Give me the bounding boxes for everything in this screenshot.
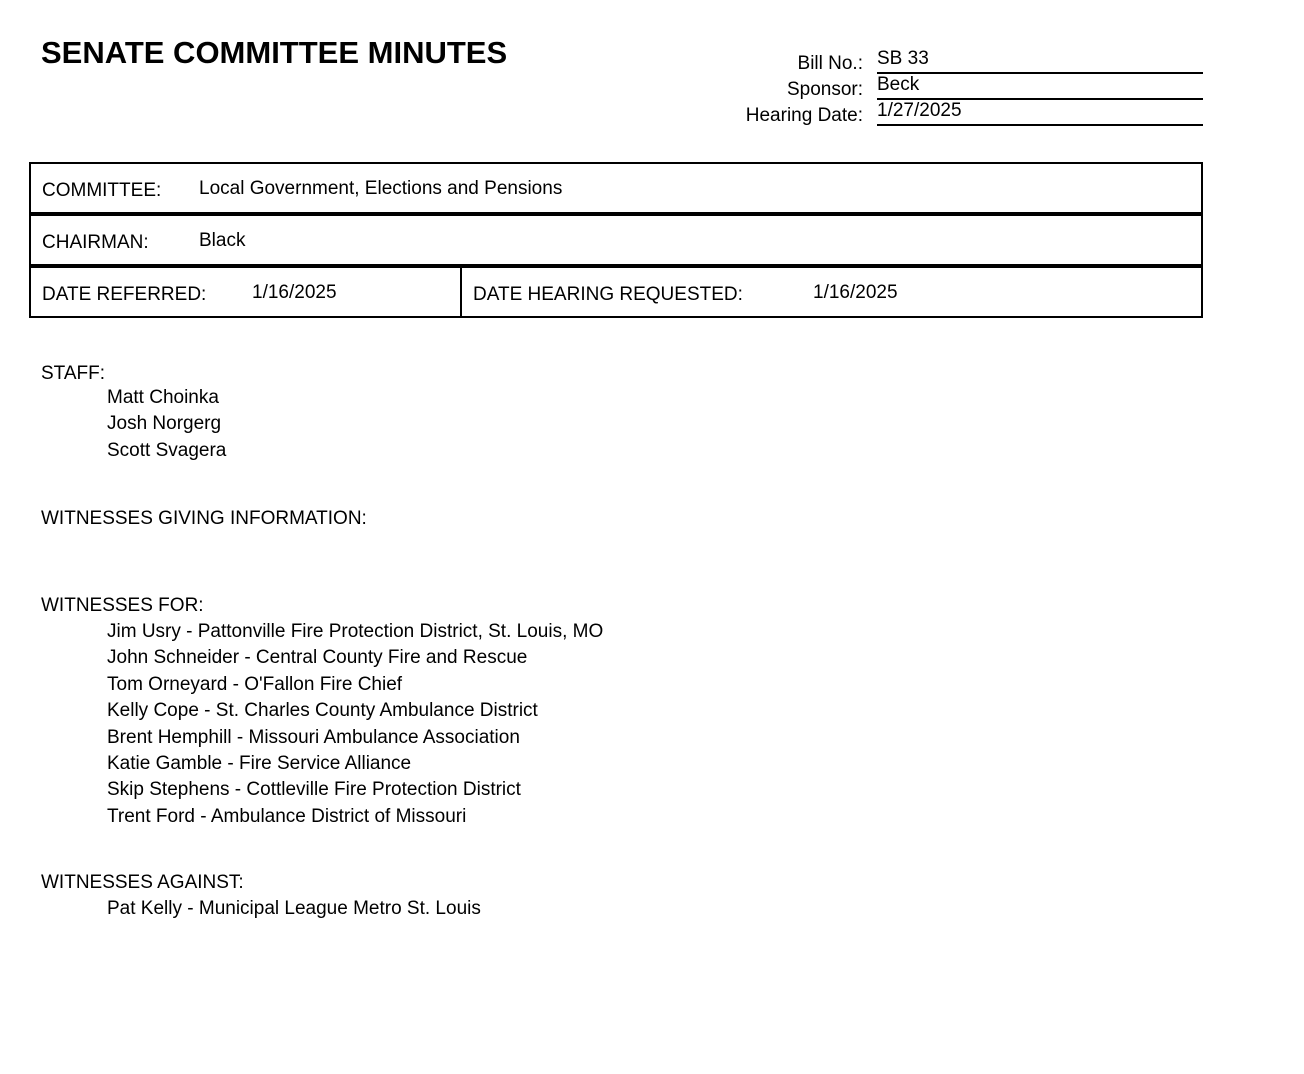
witness-for-item: Brent Hemphill - Missouri Ambulance Association	[107, 726, 520, 748]
witness-for-item: John Schneider - Central County Fire and Rescue	[107, 647, 528, 669]
chairman-label: CHAIRMAN:	[42, 232, 149, 253]
witnesses-for-heading: WITNESSES FOR:	[41, 595, 204, 616]
witnesses-giving-information-heading: WITNESSES GIVING INFORMATION:	[41, 508, 367, 529]
hearing-date-label: Hearing Date:	[745, 105, 863, 126]
chairman-box	[29, 214, 1203, 266]
witness-for-item: Skip Stephens - Cottleville Fire Protection District	[107, 779, 521, 801]
chairman-value: Black	[199, 230, 246, 251]
sponsor-value: Beck	[877, 74, 1203, 100]
sponsor-row	[700, 74, 1203, 100]
witness-for-item: Kelly Cope - St. Charles County Ambulance District	[107, 700, 538, 722]
date-referred-value: 1/16/2025	[252, 282, 337, 303]
witnesses-against-list	[107, 896, 481, 922]
hearing-date-value: 1/27/2025	[877, 100, 1203, 126]
staff-member: Matt Choinka	[107, 387, 219, 408]
date-hearing-requested-label: DATE HEARING REQUESTED:	[473, 284, 743, 305]
dates-box	[29, 266, 1203, 318]
staff-member: Scott Svagera	[107, 439, 227, 461]
staff-heading: STAFF:	[41, 363, 106, 384]
sponsor-label: Sponsor:	[786, 79, 863, 100]
witness-for-item: Katie Gamble - Fire Service Alliance	[107, 753, 412, 775]
witness-for-item: Trent Ford - Ambulance District of Missouri	[107, 805, 467, 827]
hearing-date-row	[700, 100, 1203, 126]
date-hearing-requested-value: 1/16/2025	[813, 282, 898, 303]
witnesses-for-list	[107, 619, 603, 830]
staff-member: Josh Norgerg	[107, 413, 222, 435]
bill-number-label: Bill No.:	[797, 53, 863, 74]
date-referred-label: DATE REFERRED:	[42, 284, 207, 305]
staff-list	[107, 385, 226, 464]
committee-value: Local Government, Elections and Pensions	[199, 178, 563, 199]
bill-number-row	[700, 48, 1203, 74]
column-divider	[460, 268, 462, 316]
bill-number-value: SB 33	[877, 48, 1203, 74]
committee-box	[29, 162, 1203, 214]
witness-against-item: Pat Kelly - Municipal League Metro St. Louis	[107, 898, 481, 919]
witness-for-item: Jim Usry - Pattonville Fire Protection District, St. Louis, MO	[107, 621, 604, 642]
witnesses-against-heading: WITNESSES AGAINST:	[41, 872, 244, 893]
page-title: SENATE COMMITTEE MINUTES	[41, 35, 508, 70]
witness-for-item: Tom Orneyard - O'Fallon Fire Chief	[107, 673, 403, 695]
committee-label: COMMITTEE:	[42, 180, 162, 201]
